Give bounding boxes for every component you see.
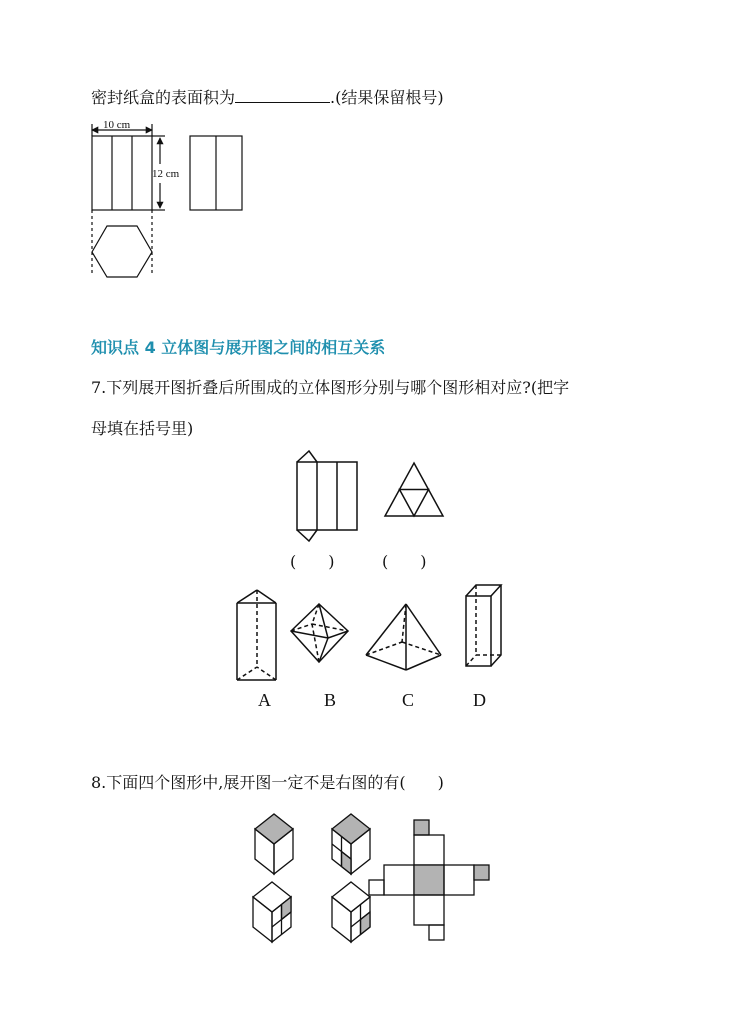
top-view-hexagon: [92, 226, 152, 277]
dim-width-label: 10 cm: [103, 119, 131, 131]
section-heading: 知识点 4 立体图与展开图之间的相互关系: [91, 338, 386, 357]
label-d: D: [473, 690, 486, 710]
q8-text: 8.下面四个图形中,展开图一定不是右图的有( ): [91, 773, 444, 792]
q8-cube-1: [255, 814, 293, 874]
q6-three-view: [92, 124, 242, 277]
label-c: C: [402, 690, 415, 710]
q7-line1: 7.下列展开图折叠后所围成的立体图形分别与哪个图形相对应?(把字: [91, 378, 570, 397]
q8-cube-3: [253, 882, 291, 942]
q6-tail: .(结果保留根号): [330, 88, 444, 107]
q8-net: [369, 820, 489, 940]
q7-solid-a-triangular-prism: [237, 590, 276, 680]
q8-cube-4: [332, 882, 370, 942]
q7-net-prism: [297, 451, 357, 541]
label-a: A: [258, 690, 271, 710]
q7-answer-paren-1: ( ): [290, 552, 335, 571]
q7-solid-d-rect-prism: [466, 585, 501, 666]
q7-answer-paren-2: ( ): [382, 552, 427, 571]
q7-solid-b-octahedron: [291, 604, 348, 662]
label-b: B: [324, 690, 337, 710]
q8-cube-2: [332, 814, 370, 874]
q7-net-tetrahedron: [385, 463, 443, 516]
front-view: [92, 136, 152, 210]
q7-solid-c-pyramid: [366, 604, 441, 670]
q7-line2: 母填在括号里): [91, 419, 194, 438]
dim-height-label: 12 cm: [152, 168, 180, 180]
q6-text: 密封纸盒的表面积为: [91, 88, 236, 107]
